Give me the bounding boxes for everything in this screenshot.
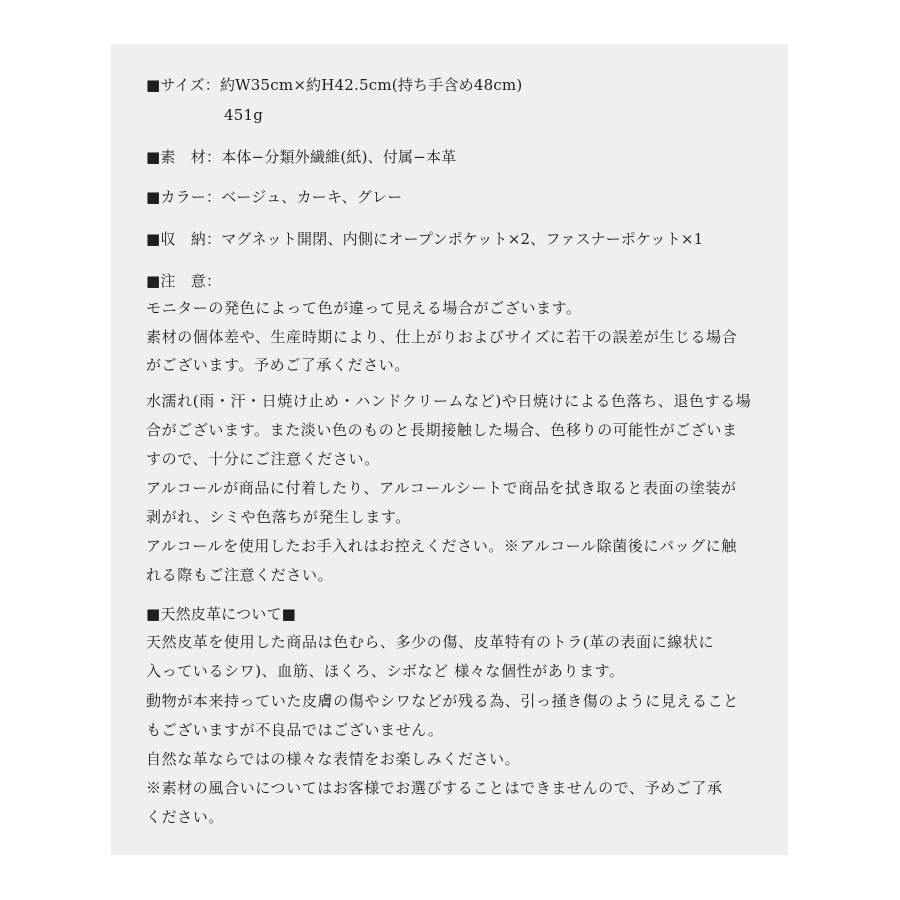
leather-line: 入っているシワ)、血筋、ほくろ、シボなど 様々な個性があります。	[146, 662, 625, 680]
notice-line: アルコールを使用したお手入れはお控えください。※アルコール除菌後にバッグに触	[146, 537, 738, 555]
notice-line: 合がございます。また淡い色のものと長期接触した場合、色移りの可能性がございま	[146, 421, 738, 439]
spec-material-value: 本体−分類外繊維(紙)、付属−本革	[221, 148, 457, 166]
spec-color-label: ■カラー：	[146, 188, 222, 206]
spec-weight-value: 451g	[224, 106, 264, 124]
leather-line: ※素材の風合いについてはお客様でお選びすることはできませんので、予めご了承	[146, 779, 723, 797]
spec-storage-label: ■収 納：	[146, 230, 222, 248]
spec-storage	[146, 226, 703, 253]
notice-line: 素材の個体差や、生産時期により、仕上がりおよびサイズに若干の誤差が生じる場合	[146, 328, 738, 346]
notice-line: 水濡れ(雨・汗・日焼け止め・ハンドクリームなど)や日焼けによる色落ち、退色する場	[146, 392, 752, 410]
spec-weight	[224, 102, 263, 129]
notice-line: モニターの発色によって色が違って見える場合がございます。	[146, 299, 582, 317]
notice-line: 剥がれ、シミや色落ちが発生します。	[146, 508, 411, 526]
leather-line: ください。	[146, 808, 225, 826]
spec-color	[146, 184, 402, 211]
leather-line: もございますが不良品ではございません。	[146, 721, 444, 739]
spec-storage-value: マグネット開閉、内側にオープンポケット×2、ファスナーポケット×1	[221, 230, 704, 248]
notice-line: すので、十分にご注意ください。	[146, 450, 380, 468]
notice-heading: ■注 意：	[146, 272, 222, 290]
notice-line: アルコールが商品に付着したり、アルコールシートで商品を拭き取ると表面の塗装が	[146, 479, 737, 497]
spec-material-label: ■素 材：	[146, 148, 222, 166]
leather-line: 動物が本来持っていた皮膚の傷やシワなどが残る為、引っ掻き傷のように見えること	[146, 692, 739, 710]
spec-size-label: ■サイズ：	[146, 76, 220, 94]
leather-heading: ■天然皮革について■	[146, 605, 297, 623]
leather-line: 自然な革ならではの様々な表情をお楽しみください。	[146, 750, 521, 768]
leather-line: 天然皮革を使用した商品は色むら、多少の傷、皮革特有のトラ(革の表面に線状に	[146, 633, 715, 651]
spec-size-value: 約W35cm×約H42.5cm(持ち手含め48cm)	[219, 76, 523, 94]
spec-size	[146, 72, 522, 99]
spec-material	[146, 144, 456, 171]
spec-color-value: ベージュ、カーキ、グレー	[221, 188, 403, 206]
notice-line: れる際もご注意ください。	[146, 566, 334, 584]
notice-line: がございます。予めご了承ください。	[146, 356, 411, 374]
